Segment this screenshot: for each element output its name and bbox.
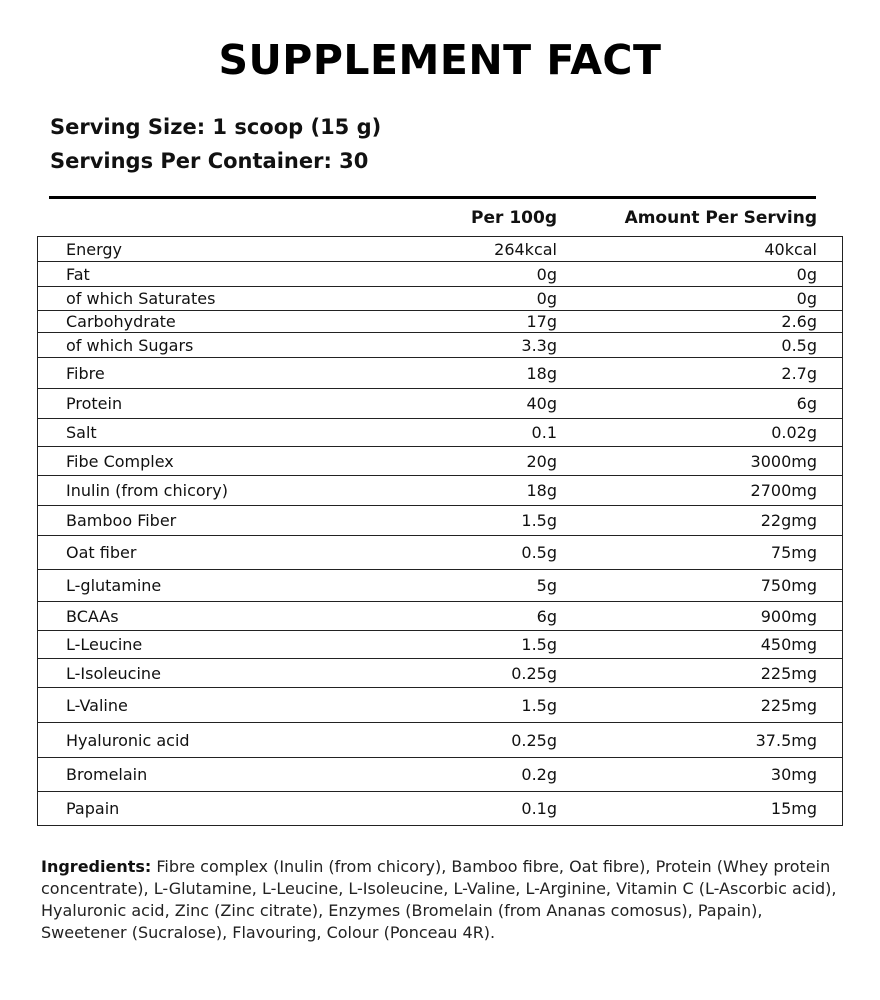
table-row xyxy=(38,506,843,536)
value-per-serving: 75mg xyxy=(657,536,843,570)
column-header-per-serving: Amount Per Serving xyxy=(624,208,817,228)
table-row xyxy=(38,389,843,419)
value-per-100g: 0g xyxy=(417,287,557,311)
table-row xyxy=(38,792,843,826)
value-per-serving: 0.5g xyxy=(657,333,843,358)
nutrient-name: Papain xyxy=(66,799,120,818)
column-spacer xyxy=(557,602,657,631)
column-spacer xyxy=(557,506,657,536)
table-row xyxy=(38,602,843,631)
table-row xyxy=(38,631,843,659)
value-per-serving: 450mg xyxy=(657,631,843,659)
servings-per-container: Servings Per Container: 30 xyxy=(50,149,369,173)
value-per-100g: 6g xyxy=(417,602,557,631)
serving-size: Serving Size: 1 scoop (15 g) xyxy=(50,115,382,139)
nutrient-name: Energy xyxy=(38,237,418,262)
nutrient-name: BCAAs xyxy=(38,602,418,631)
nutrient-name: Bamboo Fiber xyxy=(38,506,418,536)
table-row xyxy=(38,659,843,688)
value-per-serving: 900mg xyxy=(657,602,843,631)
value-per-serving: 0g xyxy=(657,287,843,311)
nutrition-table xyxy=(37,236,843,826)
nutrient-name: Hyaluronic acid xyxy=(38,723,418,758)
nutrient-name: Carbohydrate xyxy=(38,311,418,333)
table-row xyxy=(38,447,843,476)
nutrient-name: of which Sugars xyxy=(38,333,418,358)
value-per-serving: 225mg xyxy=(657,688,843,723)
table-row xyxy=(38,419,843,447)
nutrient-name: Oat fiber xyxy=(38,536,418,570)
column-spacer xyxy=(557,570,657,602)
serving-info xyxy=(50,110,381,178)
column-spacer xyxy=(557,688,657,723)
column-spacer xyxy=(557,311,657,333)
nutrient-name: Bromelain xyxy=(38,758,418,792)
value-per-100g: 0.25g xyxy=(417,723,557,758)
value-per-100g: 0.25g xyxy=(417,659,557,688)
nutrient-name: L-Leucine xyxy=(38,631,418,659)
value-per-serving: 2.7g xyxy=(657,358,843,389)
value-per-serving: 6g xyxy=(657,389,843,419)
column-spacer xyxy=(557,389,657,419)
table-row xyxy=(38,536,843,570)
table-row xyxy=(38,476,843,506)
value-per-serving: 37.5mg xyxy=(657,723,843,758)
value-per-100g: 5g xyxy=(417,570,557,602)
value-per-100g: 0.1g xyxy=(521,799,557,818)
value-per-100g: 0.2g xyxy=(417,758,557,792)
column-header-per-100g: Per 100g xyxy=(471,208,557,228)
value-per-100g: 0g xyxy=(417,262,557,287)
value-per-100g: 264kcal xyxy=(417,237,557,262)
nutrient-name: Fat xyxy=(38,262,418,287)
page-title: SUPPLEMENT FACT xyxy=(218,36,662,84)
table-row xyxy=(38,237,843,262)
value-per-serving: 2700mg xyxy=(657,476,843,506)
column-spacer xyxy=(557,333,657,358)
table-row xyxy=(38,333,843,358)
nutrient-name: L-glutamine xyxy=(38,570,418,602)
value-per-serving: 15mg xyxy=(770,799,817,818)
nutrient-name: L-Valine xyxy=(38,688,418,723)
column-spacer xyxy=(557,262,657,287)
nutrient-name: L-Isoleucine xyxy=(38,659,418,688)
table-row xyxy=(38,311,843,333)
nutrient-name: Inulin (from chicory) xyxy=(38,476,418,506)
column-spacer xyxy=(557,287,657,311)
value-per-serving: 2.6g xyxy=(657,311,843,333)
header-divider xyxy=(49,196,816,199)
column-spacer xyxy=(557,358,657,389)
table-row xyxy=(38,723,843,758)
value-per-serving: 40kcal xyxy=(657,237,843,262)
value-per-serving: 30mg xyxy=(657,758,843,792)
value-per-100g: 18g xyxy=(417,476,557,506)
column-spacer xyxy=(557,476,657,506)
column-spacer xyxy=(557,447,657,476)
column-spacer xyxy=(557,758,657,792)
value-per-serving: 750mg xyxy=(657,570,843,602)
ingredients-label: Ingredients: xyxy=(41,857,152,876)
nutrient-name: Fibe Complex xyxy=(38,447,418,476)
value-per-100g: 20g xyxy=(417,447,557,476)
column-spacer xyxy=(557,792,657,826)
ingredients-text: Fibre complex (Inulin (from chicory), Bamboo fibre, Oat fibre), Protein (Whey protein concentrate), L-Glutamine, L-Leucine, L-Isoleucine, L-Valine, L-Arginine, Vitamin C (L-Ascorbic acid), Hyaluronic acid, Zinc (Zinc citrate), Enzymes (Bromelain (from Ananas comosus), Papain), Sweetener (Sucralose), Flavouring, Colour (Ponceau 4R). xyxy=(41,857,837,942)
table-row xyxy=(38,287,843,311)
value-per-100g: 1.5g xyxy=(417,506,557,536)
value-per-100g: 18g xyxy=(417,358,557,389)
value-per-100g: 3.3g xyxy=(417,333,557,358)
column-spacer xyxy=(557,536,657,570)
nutrient-name: Protein xyxy=(38,389,418,419)
nutrient-name: of which Saturates xyxy=(38,287,418,311)
value-per-serving: 3000mg xyxy=(657,447,843,476)
value-per-100g: 1.5g xyxy=(417,688,557,723)
value-per-serving: 0.02g xyxy=(657,419,843,447)
table-row xyxy=(38,758,843,792)
table-row xyxy=(38,570,843,602)
value-per-serving: 225mg xyxy=(657,659,843,688)
table-row xyxy=(38,262,843,287)
nutrient-name: Fibre xyxy=(38,358,418,389)
column-spacer xyxy=(557,659,657,688)
column-spacer xyxy=(557,419,657,447)
value-per-serving: 22gmg xyxy=(657,506,843,536)
nutrient-name: Salt xyxy=(38,419,418,447)
ingredients-paragraph xyxy=(41,856,846,944)
column-spacer xyxy=(557,237,657,262)
table-row xyxy=(38,358,843,389)
value-per-100g: 0.5g xyxy=(417,536,557,570)
value-per-100g: 1.5g xyxy=(417,631,557,659)
column-spacer xyxy=(557,723,657,758)
value-per-serving: 0g xyxy=(657,262,843,287)
value-per-100g: 0.1 xyxy=(417,419,557,447)
table-row xyxy=(38,688,843,723)
value-per-100g: 40g xyxy=(417,389,557,419)
column-spacer xyxy=(557,631,657,659)
value-per-100g: 17g xyxy=(417,311,557,333)
